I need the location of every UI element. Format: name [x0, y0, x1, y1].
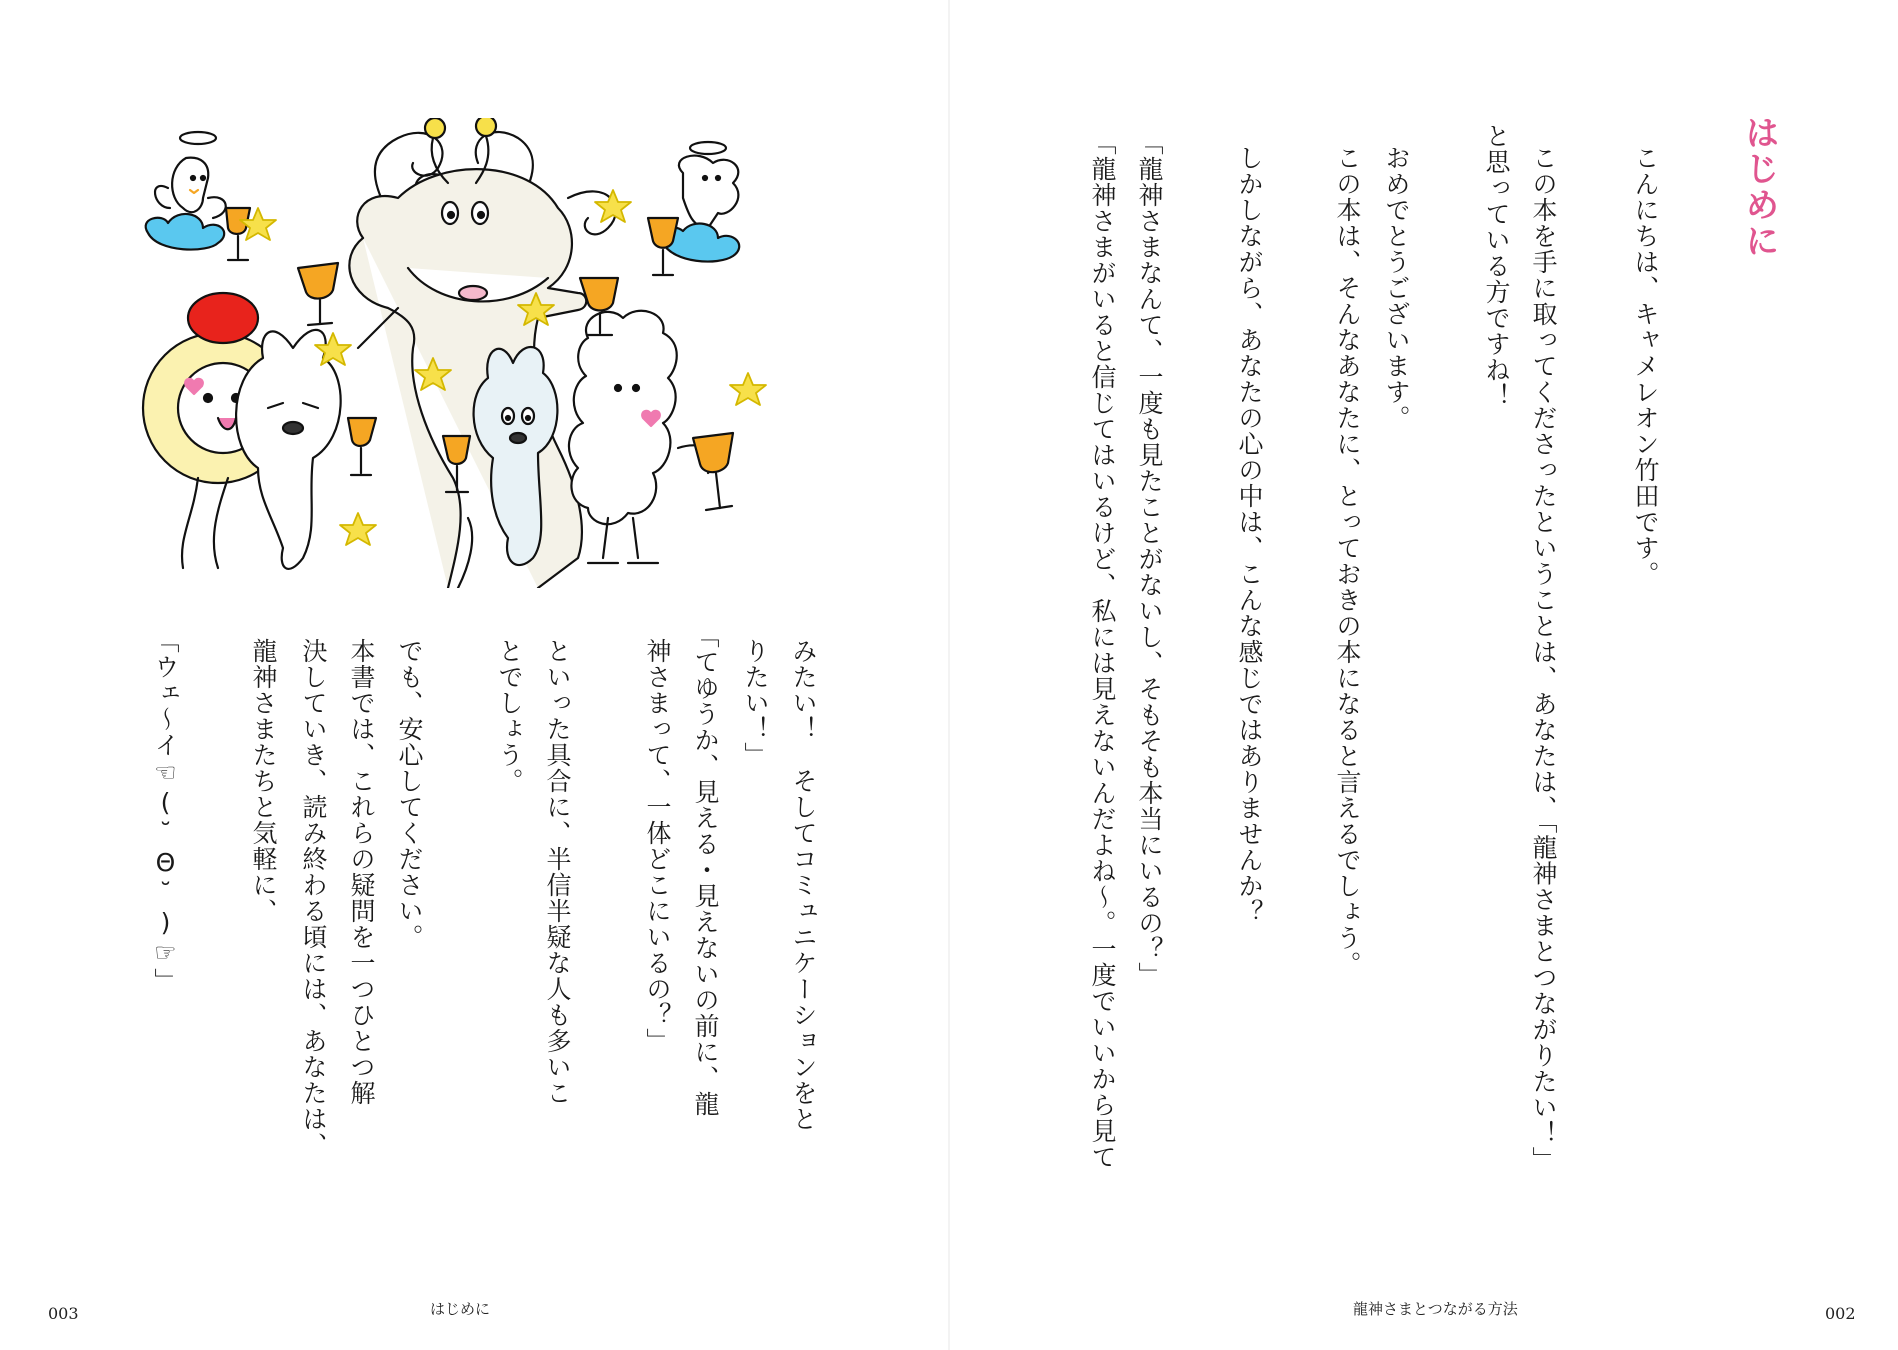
- left-text-line-9: 決していき、読み終わる頃には、あなたは、: [299, 638, 328, 1158]
- right-text-line-2: この本を手に取ってくださったということは、あなたは、「龍神さまとつながりたい！」: [1529, 145, 1558, 1173]
- page-number-right: 002: [1825, 1304, 1856, 1323]
- page-number-left: 003: [48, 1304, 79, 1323]
- running-head-right: 龍神さまとつながる方法: [1353, 1300, 1518, 1318]
- dragon-character: [349, 118, 615, 588]
- wine-glass-8: [298, 263, 338, 325]
- left-text-line-1: みたい！ そしてコミュニケーションをと: [789, 638, 818, 1132]
- party-illustration: [108, 118, 830, 588]
- left-text-line-7: でも、安心してください。: [395, 638, 424, 950]
- angel-left-character: [146, 132, 226, 250]
- left-text-line-11: 「ウェ〜イ☜(˘Θ˘)☞」: [151, 628, 180, 994]
- right-text-line-5: この本は、そんなあなたに、とっておきの本になると言えるでしょう。: [1333, 145, 1362, 977]
- left-text-line-4: 神さまって、一体どこにいるの？」: [643, 638, 672, 1054]
- page-gutter: [948, 0, 950, 1350]
- star-7: [340, 513, 376, 545]
- right-text-line-1: こんにちは、キャメレオン竹田です。: [1631, 145, 1660, 587]
- left-text-line-5: といった具合に、半信半疑な人も多いこ: [543, 638, 572, 1106]
- left-text-line-6: とでしょう。: [495, 638, 524, 794]
- left-text-line-10: 龍神さまたちと気軽に、: [249, 638, 278, 924]
- right-text-line-3: と思っている方ですね！: [1482, 123, 1511, 409]
- star-6: [730, 373, 766, 405]
- wine-glass-6: [693, 433, 733, 510]
- running-head-left: はじめに: [430, 1300, 491, 1318]
- chapter-title: はじめに: [1739, 115, 1779, 259]
- left-text-line-3: 「てゆうか、見える・見えないの前に、龍: [691, 623, 720, 1117]
- wine-glass-4: [348, 418, 376, 475]
- wine-glass-1: [226, 208, 250, 260]
- right-text-line-8: 「龍神さまがいると信じてはいるけど、私には見えないんだよね〜。一度でいいから見て: [1088, 130, 1117, 1170]
- left-text-line-8: 本書では、これらの疑問を一つひとつ解: [347, 638, 376, 1106]
- star-2: [595, 190, 631, 222]
- right-text-line-7: 「龍神さまなんて、一度も見たことがないし、そもそも本当にいるの？」: [1135, 130, 1164, 988]
- right-text-line-4: おめでとうございます。: [1382, 145, 1411, 431]
- right-text-line-6: しかしながら、あなたの心の中は、こんな感じではありませんか？: [1235, 145, 1264, 925]
- bunny-dog-character: [236, 330, 341, 569]
- left-text-line-2: りたい！」: [741, 638, 770, 768]
